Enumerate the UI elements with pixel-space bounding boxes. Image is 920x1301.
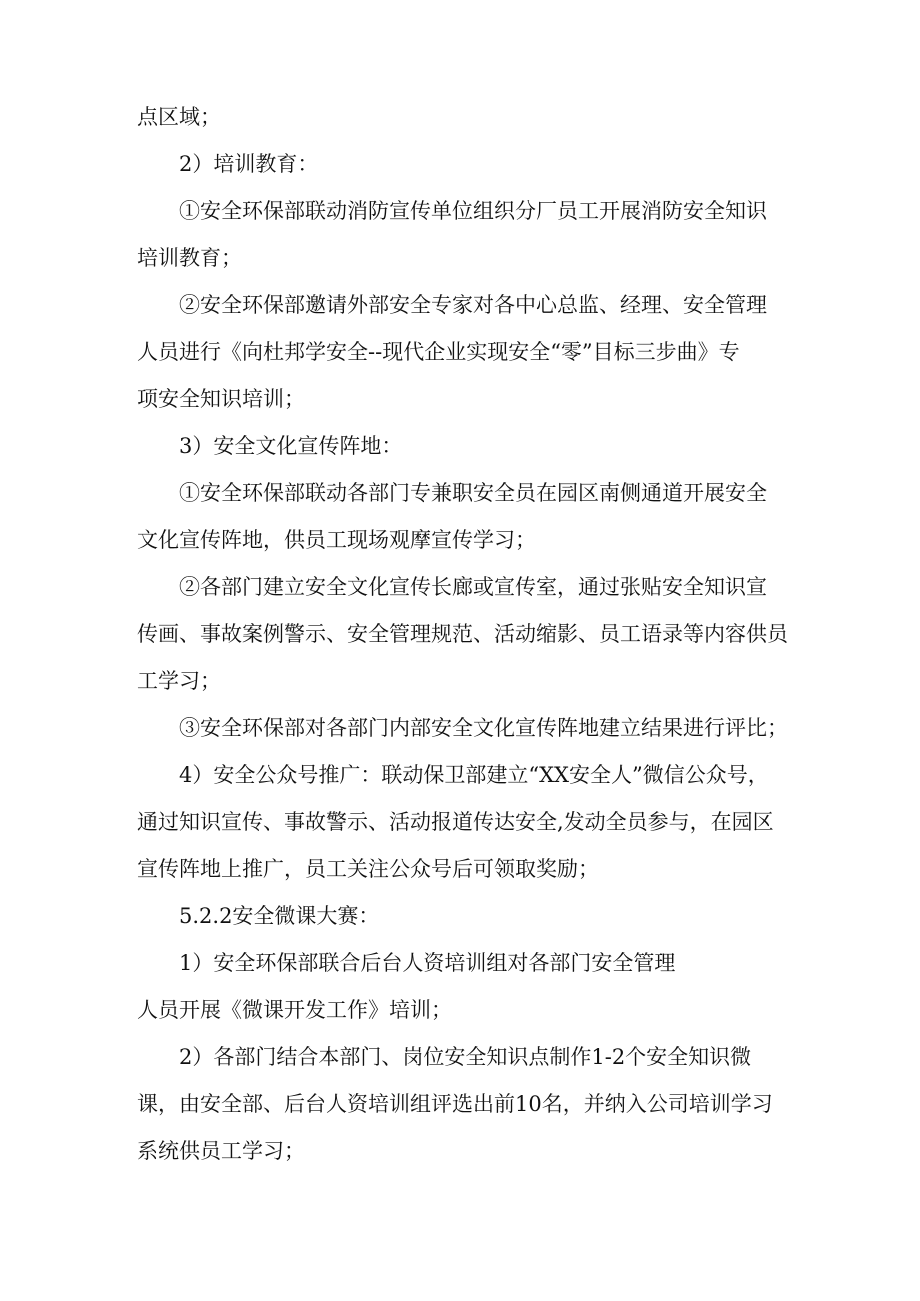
text-line: 2）培训教育： — [179, 152, 319, 176]
paragraph — [137, 705, 808, 752]
text-line: 点区域； — [137, 105, 221, 129]
paragraph — [137, 470, 808, 564]
paragraph — [137, 752, 808, 893]
text-line: 3）安全文化宣传阵地： — [179, 434, 403, 458]
text-line: 宣传阵地上推广，员工关注公众号后可领取奖励； — [137, 857, 599, 881]
paragraph — [137, 423, 808, 470]
paragraph — [137, 141, 808, 188]
text-line: 培训教育； — [137, 246, 242, 270]
text-line: ①安全环保部联动消防宣传单位组织分厂员工开展消防安全知识 — [179, 199, 767, 223]
paragraph — [137, 188, 808, 282]
text-line: 5.2.2安全微课大赛： — [179, 904, 380, 928]
paragraph — [137, 564, 808, 705]
text-line: 工学习； — [137, 669, 221, 693]
text-line: 2）各部门结合本部门、岗位安全知识点制作1-2个安全知识微 — [179, 1045, 752, 1069]
text-line: ②各部门建立安全文化宣传长廊或宣传室，通过张贴安全知识宣 — [179, 575, 767, 599]
text-line: 1）安全环保部联合后台人资培训组对各部门安全管理 — [179, 951, 676, 975]
text-line: 系统供员工学习； — [137, 1139, 305, 1163]
paragraph — [137, 282, 808, 423]
text-line: ③安全环保部对各部门内部安全文化宣传阵地建立结果进行评比； — [179, 716, 788, 740]
text-line: ②安全环保部邀请外部安全专家对各中心总监、经理、安全管理 — [179, 293, 767, 317]
paragraph — [137, 94, 808, 141]
paragraph — [137, 893, 808, 940]
paragraph — [137, 940, 808, 1034]
text-line: ①安全环保部联动各部门专兼职安全员在园区南侧通道开展安全 — [179, 481, 767, 505]
text-line: 课，由安全部、后台人资培训组评选出前10名，并纳入公司培训学习 — [137, 1092, 773, 1116]
text-line: 文化宣传阵地，供员工现场观摩宣传学习； — [137, 528, 536, 552]
paragraph — [137, 1034, 808, 1175]
text-line: 传画、事故案例警示、安全管理规范、活动缩影、员工语录等内容供员 — [137, 622, 788, 646]
text-line: 项安全知识培训； — [137, 387, 305, 411]
text-line: 4）安全公众号推广：联动保卫部建立“XX安全人”微信公众号， — [179, 763, 769, 787]
text-line: 人员进行《向杜邦学安全--现代企业实现安全“零”目标三步曲》专 — [137, 340, 740, 364]
text-line: 人员开展《微课开发工作》培训； — [137, 998, 452, 1022]
text-line: 通过知识宣传、事故警示、活动报道传达安全,发动全员参与，在园区 — [137, 810, 774, 834]
